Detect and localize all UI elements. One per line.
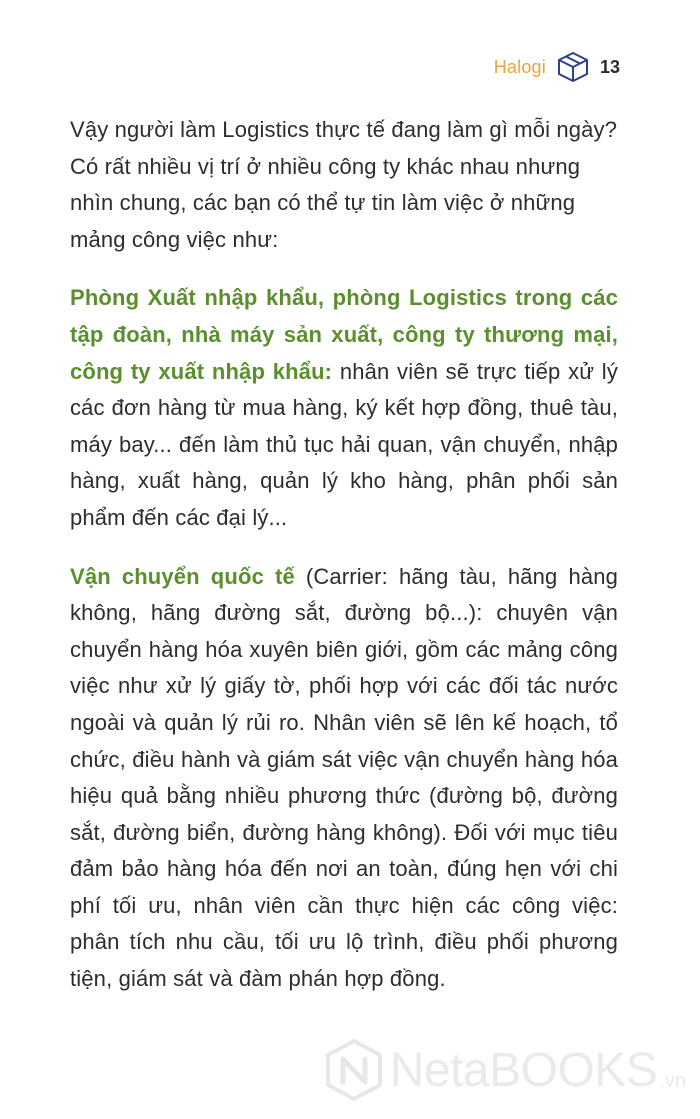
brand-name: Halogi — [493, 56, 546, 77]
page-header — [494, 50, 620, 84]
import-export-heading: Phòng Xuất nhập khẩu, phòng Logistics trong các tập đoàn, nhà máy sản xuất, công ty thương mại, công ty xuất nhập khẩu: — [70, 285, 618, 384]
intro-paragraph: Vậy người làm Logistics thực tế đang làm gì mỗi ngày? Có rất nhiều vị trí ở nhiều công ty khác nhau nhưng nhìn chung, các bạn có thể tự tin làm việc ở những mảng công việc như: — [70, 117, 618, 252]
watermark-suffix: .vn — [659, 1070, 686, 1092]
netabooks-logo-icon — [326, 1039, 382, 1101]
international-shipping-text: (Carrier: hãng tàu, hãng hàng không, hãng đường sắt, đường bộ...): chuyên vận chuyển hàng hóa xuyên biên giới, gồm các mảng công việc như xử lý giấy tờ, phối hợp với các đối tác nước ngoài và quản lý rủi ro. Nhân viên sẽ lên kế hoạch, tổ chức, điều hành và giám sát việc vận chuyển hàng hóa hiệu quả bằng nhiều phương thức (đường bộ, đường sắt, đường biển, đường hàng không). Đối với mục tiêu đảm bảo hàng hóa đến nơi an toàn, đúng hẹn với chi phí tối ưu, nhân viên cần thực hiện các công việc: phân tích nhu cầu, tối ưu lộ trình, điều phối phương tiện, giám sát và đàm phán hợp đồng. — [70, 563, 618, 992]
international-shipping-heading: Vận chuyển quốc tế — [70, 563, 295, 589]
page-number: 13 — [599, 56, 620, 77]
box-icon — [556, 50, 590, 84]
international-shipping-paragraph — [70, 559, 618, 998]
import-export-paragraph — [70, 280, 618, 536]
watermark-text: NetaBOOKS — [389, 1043, 658, 1097]
page-body — [70, 112, 618, 1020]
import-export-text: nhân viên sẽ trực tiếp xử lý các đơn hàng từ mua hàng, ký kết hợp đồng, thuê tàu, máy bay... đến làm thủ tục hải quan, vận chuyển, nhập hàng, xuất hàng, quản lý kho hàng, phân phối sản phẩm đến các đại lý... — [70, 358, 618, 530]
watermark — [326, 1039, 686, 1101]
